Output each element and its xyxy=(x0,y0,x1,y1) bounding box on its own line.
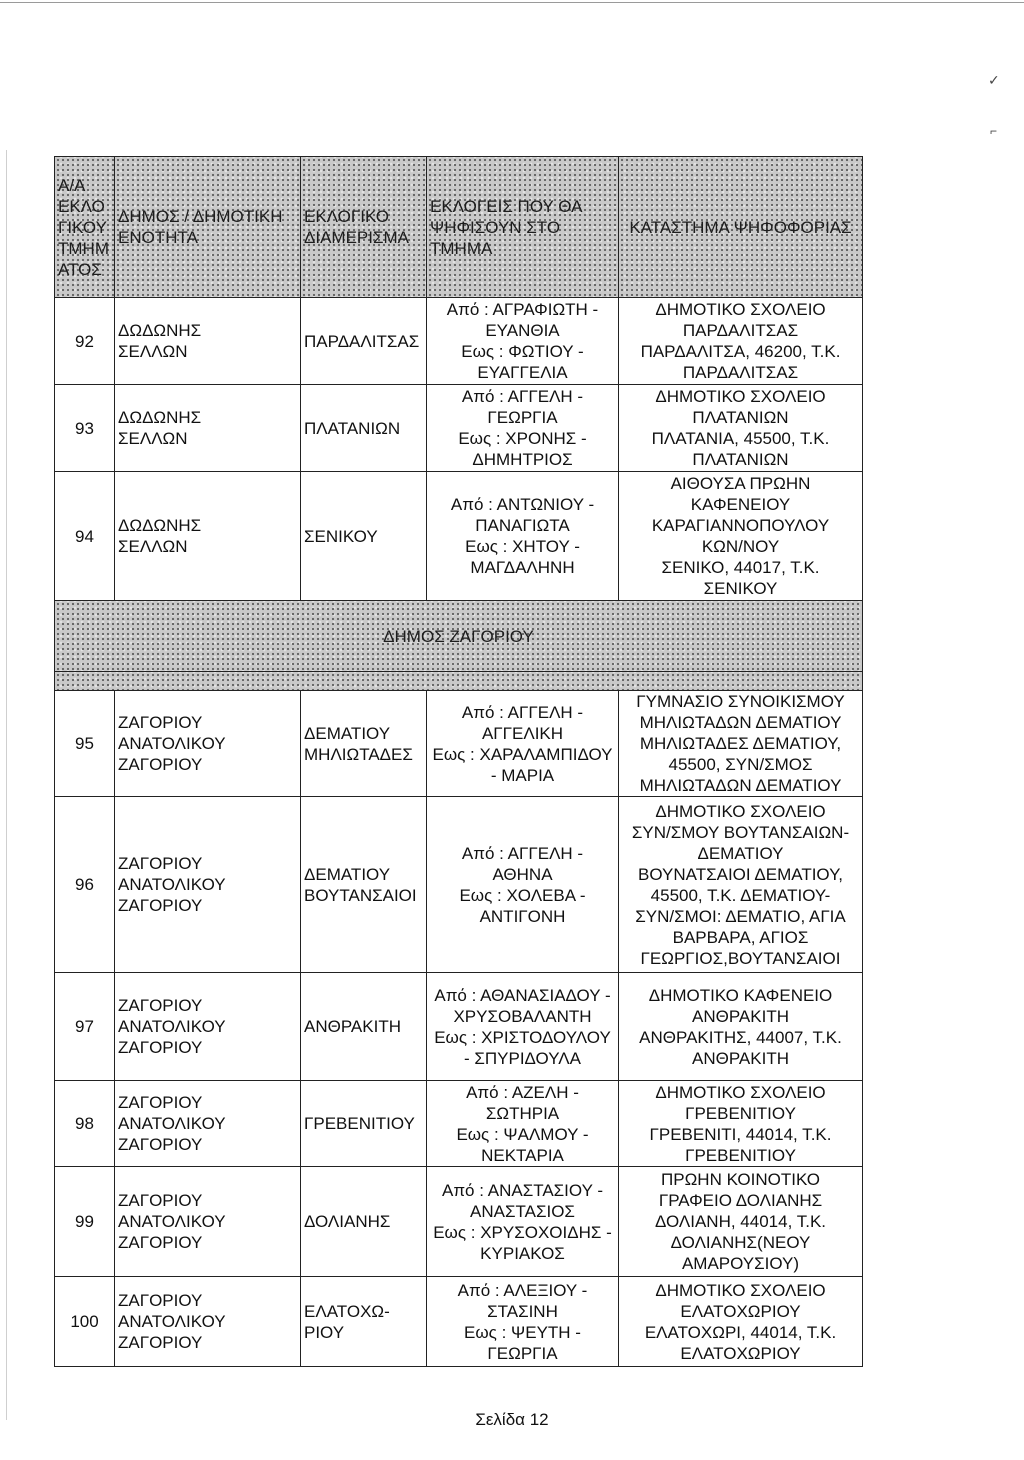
left-margin-rule xyxy=(6,150,7,1420)
polling-stations-table xyxy=(54,156,863,1367)
row-voters: Από : ΑΛΕΞΙΟΥ - ΣΤΑΣΙΝΗ Εως : ΨΕΥΤΗ - ΓΕΩΡΓΙΑ xyxy=(427,1277,619,1367)
row-station: ΠΡΩΗΝ ΚΟΙΝΟΤΙΚΟ ΓΡΑΦΕΙΟ ΔΟΛΙΑΝΗΣ ΔΟΛΙΑΝΗ, 44014, Τ.Κ. ΔΟΛΙΑΝΗΣ(ΝΕΟΥ ΑΜΑΡΟΥΣΙΟΥ) xyxy=(619,1167,863,1277)
row-municipality: ΖΑΓΟΡΙΟΥ ΑΝΑΤΟΛΙΚΟΥ ΖΑΓΟΡΙΟΥ xyxy=(115,1277,301,1367)
row-district: ΣΕΝΙΚΟΥ xyxy=(301,472,427,601)
header-number: Α/Α ΕΚΛΟ ΓΙΚΟΥ ΤΜΗΜ ΑΤΟΣ xyxy=(55,157,115,298)
row-number: 94 xyxy=(55,472,115,601)
scan-mark: ✓ xyxy=(988,72,1000,88)
table-row xyxy=(55,1081,863,1167)
row-district: ΔΕΜΑΤΙΟΥ ΒΟΥΤΑΝΣΑΙΟΙ xyxy=(301,797,427,973)
row-number: 99 xyxy=(55,1167,115,1277)
row-municipality: ΖΑΓΟΡΙΟΥ ΑΝΑΤΟΛΙΚΟΥ ΖΑΓΟΡΙΟΥ xyxy=(115,973,301,1081)
row-station: ΑΙΘΟΥΣΑ ΠΡΩΗΝ ΚΑΦΕΝΕΙΟΥ ΚΑΡΑΓΙΑΝΝΟΠΟΥΛΟΥ ΚΩΝ/ΝΟΥ ΣΕΝΙΚΟ, 44017, Τ.Κ. ΣΕΝΙΚΟΥ xyxy=(619,472,863,601)
row-station: ΔΗΜΟΤΙΚΟ ΣΧΟΛΕΙΟ ΠΑΡΔΑΛΙΤΣΑΣ ΠΑΡΔΑΛΙΤΣΑ, 46200, Τ.Κ. ΠΑΡΔΑΛΙΤΣΑΣ xyxy=(619,298,863,385)
row-municipality: ΔΩΔΩΝΗΣ ΣΕΛΛΩΝ xyxy=(115,472,301,601)
header-district: ΕΚΛΟΓΙΚΟ ΔΙΑΜΕΡΙΣΜΑ xyxy=(301,157,427,298)
row-station: ΔΗΜΟΤΙΚΟ ΚΑΦΕΝΕΙΟ ΑΝΘΡΑΚΙΤΗ ΑΝΘΡΑΚΙΤΗΣ, 44007, Τ.Κ. ΑΝΘΡΑΚΙΤΗ xyxy=(619,973,863,1081)
row-number: 96 xyxy=(55,797,115,973)
scan-mark: ⌐ xyxy=(990,124,998,138)
row-district: ΔΕΜΑΤΙΟΥ ΜΗΛΙΩΤΑΔΕΣ xyxy=(301,691,427,797)
row-municipality: ΔΩΔΩΝΗΣ ΣΕΛΛΩΝ xyxy=(115,298,301,385)
table-row xyxy=(55,1167,863,1277)
row-station: ΔΗΜΟΤΙΚΟ ΣΧΟΛΕΙΟ ΣΥΝ/ΣΜΟΥ ΒΟΥΤΑΝΣΑΙΩΝ- ΔΕΜΑΤΙΟΥ ΒΟΥΝΑΤΣΑΙΟΙ ΔΕΜΑΤΙΟΥ, 45500, Τ.Κ. ΔΕΜΑΤΙΟΥ- ΣΥΝ/ΣΜΟΙ: ΔΕΜΑΤΙΟ, ΑΓΙΑ ΒΑΡΒΑΡΑ, ΑΓΙΟΣ ΓΕΩΡΓΙΟΣ,ΒΟΥΤΑΝΣΑΙΟΙ xyxy=(619,797,863,973)
row-voters: Από : ΑΓΓΕΛΗ - ΑΓΓΕΛΙΚΗ Εως : ΧΑΡΑΛΑΜΠΙΔΟΥ - ΜΑΡΙΑ xyxy=(427,691,619,797)
row-voters: Από : ΑΘΑΝΑΣΙΑΔΟΥ - ΧΡΥΣΟΒΑΛΑΝΤΗ Εως : ΧΡΙΣΤΟΔΟΥΛΟΥ - ΣΠΥΡΙΔΟΥΛΑ xyxy=(427,973,619,1081)
row-municipality: ΖΑΓΟΡΙΟΥ ΑΝΑΤΟΛΙΚΟΥ ΖΑΓΟΡΙΟΥ xyxy=(115,797,301,973)
row-municipality: ΖΑΓΟΡΙΟΥ ΑΝΑΤΟΛΙΚΟΥ ΖΑΓΟΡΙΟΥ xyxy=(115,691,301,797)
row-voters: Από : ΑΓΓΕΛΗ - ΓΕΩΡΓΙΑ Εως : ΧΡΟΝΗΣ - ΔΗΜΗΤΡΙΟΣ xyxy=(427,385,619,472)
header-voters: ΕΚΛΟΓΕΙΣ ΠΟΥ ΘΑ ΨΗΦΙΣΟΥΝ ΣΤΟ ΤΜΗΜΑ xyxy=(427,157,619,298)
table-row xyxy=(55,973,863,1081)
row-voters: Από : ΑΓΡΑΦΙΩΤΗ - ΕΥΑΝΘΙΑ Εως : ΦΩΤΙΟΥ - ΕΥΑΓΓΕΛΙΑ xyxy=(427,298,619,385)
row-district: ΑΝΘΡΑΚΙΤΗ xyxy=(301,973,427,1081)
row-station: ΓΥΜΝΑΣΙΟ ΣΥΝΟΙΚΙΣΜΟΥ ΜΗΛΙΩΤΑΔΩΝ ΔΕΜΑΤΙΟΥ ΜΗΛΙΩΤΑΔΕΣ ΔΕΜΑΤΙΟΥ, 45500, ΣΥΝ/ΣΜΟΣ ΜΗΛΙΩΤΑΔΩΝ ΔΕΜΑΤΙΟΥ xyxy=(619,691,863,797)
table-row xyxy=(55,385,863,472)
table-header-row xyxy=(55,157,863,298)
row-district: ΠΑΡΔΑΛΙΤΣΑΣ xyxy=(301,298,427,385)
row-district: ΠΛΑΤΑΝΙΩΝ xyxy=(301,385,427,472)
section-divider xyxy=(55,672,863,691)
row-voters: Από : ΑΖΕΛΗ - ΣΩΤΗΡΙΑ Εως : ΨΑΛΜΟΥ - ΝΕΚΤΑΡΙΑ xyxy=(427,1081,619,1167)
table-row xyxy=(55,1277,863,1367)
row-voters: Από : ΑΝΑΣΤΑΣΙΟΥ - ΑΝΑΣΤΑΣΙΟΣ Εως : ΧΡΥΣΟΧΟΙΔΗΣ - ΚΥΡΙΑΚΟΣ xyxy=(427,1167,619,1277)
section-row xyxy=(55,601,863,672)
row-number: 100 xyxy=(55,1277,115,1367)
section-divider-row xyxy=(55,672,863,691)
row-municipality: ΔΩΔΩΝΗΣ ΣΕΛΛΩΝ xyxy=(115,385,301,472)
table-row xyxy=(55,797,863,973)
row-number: 92 xyxy=(55,298,115,385)
page-number: Σελίδα 12 xyxy=(475,1410,549,1429)
header-station: ΚΑΤΑΣΤΗΜΑ ΨΗΦΟΦΟΡΙΑΣ xyxy=(619,157,863,298)
row-number: 93 xyxy=(55,385,115,472)
row-municipality: ΖΑΓΟΡΙΟΥ ΑΝΑΤΟΛΙΚΟΥ ΖΑΓΟΡΙΟΥ xyxy=(115,1081,301,1167)
row-station: ΔΗΜΟΤΙΚΟ ΣΧΟΛΕΙΟ ΠΛΑΤΑΝΙΩΝ ΠΛΑΤΑΝΙΑ, 45500, Τ.Κ. ΠΛΑΤΑΝΙΩΝ xyxy=(619,385,863,472)
row-municipality: ΖΑΓΟΡΙΟΥ ΑΝΑΤΟΛΙΚΟΥ ΖΑΓΟΡΙΟΥ xyxy=(115,1167,301,1277)
table-row xyxy=(55,298,863,385)
row-district: ΕΛΑΤΟΧΩ- ΡΙΟΥ xyxy=(301,1277,427,1367)
header-municipality: ΔΗΜΟΣ / ΔΗΜΟΤΙΚΗ ΕΝΟΤΗΤΑ xyxy=(115,157,301,298)
row-number: 95 xyxy=(55,691,115,797)
table-row xyxy=(55,472,863,601)
row-voters: Από : ΑΓΓΕΛΗ - ΑΘΗΝΑ Εως : ΧΟΛΕΒΑ - ΑΝΤΙΓΟΝΗ xyxy=(427,797,619,973)
row-number: 97 xyxy=(55,973,115,1081)
row-district: ΓΡΕΒΕΝΙΤΙΟΥ xyxy=(301,1081,427,1167)
top-rule xyxy=(0,2,1024,3)
table-row xyxy=(55,691,863,797)
row-number: 98 xyxy=(55,1081,115,1167)
section-title: ΔΗΜΟΣ ΖΑΓΟΡΙΟΥ xyxy=(55,601,863,672)
row-district: ΔΟΛΙΑΝΗΣ xyxy=(301,1167,427,1277)
row-station: ΔΗΜΟΤΙΚΟ ΣΧΟΛΕΙΟ ΕΛΑΤΟΧΩΡΙΟΥ ΕΛΑΤΟΧΩΡΙ, 44014, Τ.Κ. ΕΛΑΤΟΧΩΡΙΟΥ xyxy=(619,1277,863,1367)
row-voters: Από : ΑΝΤΩΝΙΟΥ - ΠΑΝΑΓΙΩΤΑ Εως : ΧΗΤΟΥ - ΜΑΓΔΑΛΗΝΗ xyxy=(427,472,619,601)
row-station: ΔΗΜΟΤΙΚΟ ΣΧΟΛΕΙΟ ΓΡΕΒΕΝΙΤΙΟΥ ΓΡΕΒΕΝΙΤΙ, 44014, Τ.Κ. ΓΡΕΒΕΝΙΤΙΟΥ xyxy=(619,1081,863,1167)
